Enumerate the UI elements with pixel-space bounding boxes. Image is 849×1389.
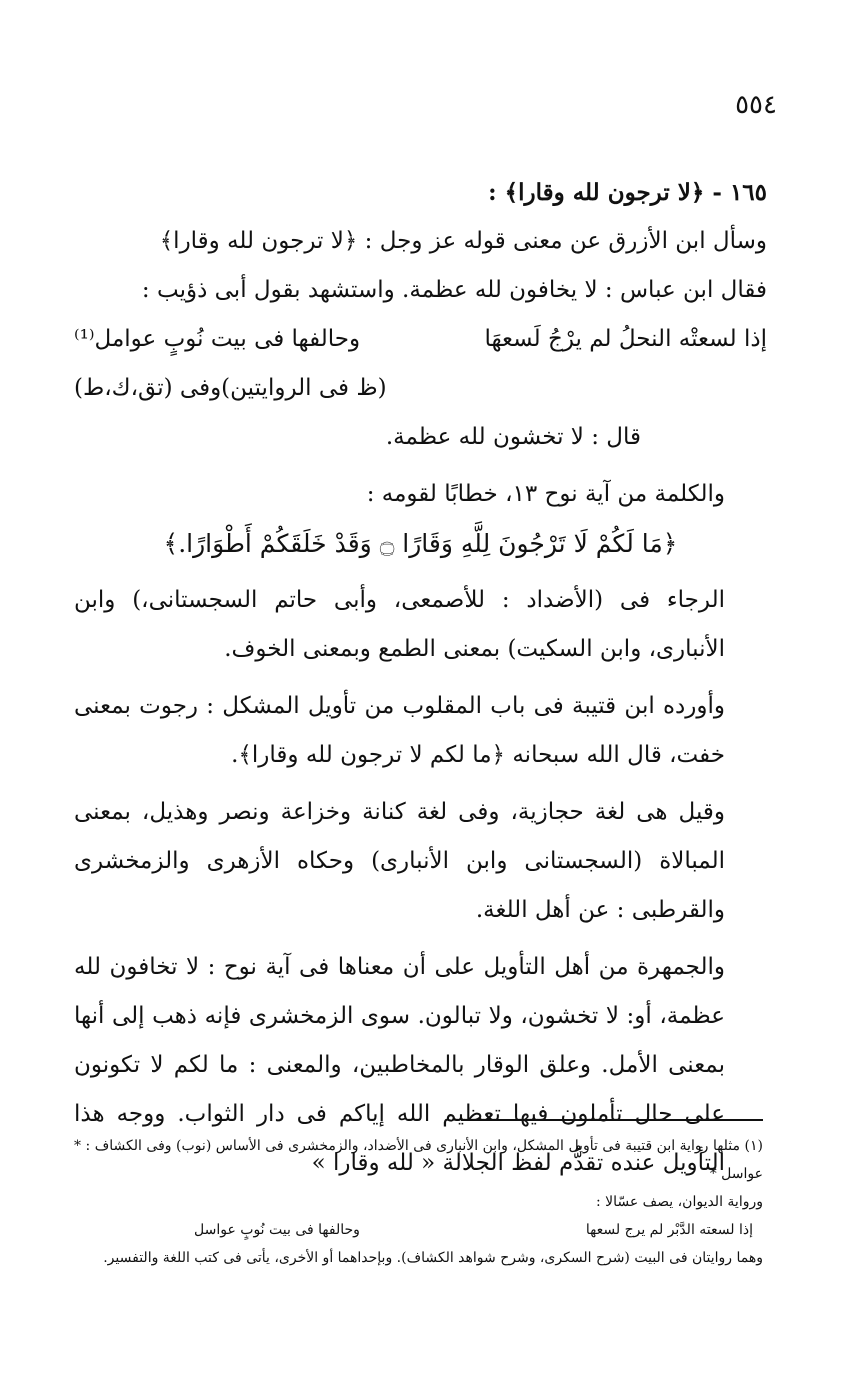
commentary-intro: والكلمة من آية نوح ١٣، خطابًا لقومه : [366,481,725,507]
variant-answer: قال : لا تخشون لله عظمة. [385,424,641,450]
footnote-tail: وهما روايتان فى البيت (شرح السكرى، وشرح شواهد الكشاف). وبإحداهما أو الأخرى، يأتى فى كتب اللغة والتفسير. [103,1250,763,1266]
entry-question: وسأل ابن الأزرق عن معنى قوله عز وجل : ﴿لا ترجون لله وقارا﴾ [159,228,767,254]
main-text [74,168,767,1188]
footnote-verse-line [74,1216,763,1244]
paragraph-rajaa: الرجاء فى (الأضداد : للأصمعى، وأبى حاتم السجستانى،) وابن الأنبارى، وابن السكيت) بمعنى الطمع وبمعنى الخوف. [74,587,725,662]
paragraph-hijaz-dialect: وقيل هى لغة حجازية، وفى لغة كنانة وخزاعة ونصر وهذيل، بمعنى المبالاة (السجستانى وابن الأنبارى) وحكاه الأزهرى والزمخشرى والقرطبى : عن أهل اللغة. [74,799,725,923]
footnote-1: (١) مثلها رواية ابن قتيبة فى تأويل المشكل، وابن الأنبارى فى الأضداد، والزمخشرى فى الأساس (نوب) وفى الكشاف : * عواسل * [74,1138,763,1182]
paragraph-jumhur: والجمهرة من أهل التأويل على أن معناها فى آية نوح : لا تخافون لله عظمة، أو: لا تخشون، ولا تبالون. سوى الزمخشرى فإنه ذهب إلى أنها بمعنى الأمل. وعلق الوقار بالمخاطبين، والمعنى : ما لكم لا تكونون على حال تأملون فيها تعظيم الله إياكم فى دار الثواب. ووجه هذا التأويل عنده تقدُّم لفظ الجلالة « لله وقارا » [74,954,725,1176]
footnote-divider [461,1119,763,1121]
footnote-verse-first: إذا لسعته الدَّبْر لم يرج لسعها [585,1222,753,1238]
page-number: ٥٥٤ [735,90,777,120]
verse-first-hemistich: إذا لسعتْه النحلُ لم يرْجُ لَسعهَا [484,326,767,352]
entry-heading: ١٦٥ - ﴿لا ترجون لله وقارا﴾ : [488,179,767,206]
quran-verse: ﴿مَا لَكُمْ لَا تَرْجُونَ لِلَّهِ وَقَارًا ۝ وَقَدْ خَلَقَكُمْ أَطْوَارًا.﴾ [163,529,678,558]
verse-line [74,315,767,364]
verse-variant-note: (ظ فى الروايتين)وفى (تق،ك،ط) [74,375,387,401]
footnotes [74,1132,763,1272]
footnote-diwan: ورواية الديوان، يصف عسّالا : [595,1194,763,1210]
paragraph-ibn-qutaiba: وأورده ابن قتيبة فى باب المقلوب من تأويل المشكل : رجوت بمعنى خفت، قال الله سبحانه ﴿ما لكم لا ترجون لله وقارا﴾. [74,693,725,768]
entry-answer: فقال ابن عباس : لا يخافون لله عظمة. واستشهد بقول أبى ذؤيب : [141,277,767,303]
verse-second-hemistich: وحالفها فى بيت نُوبٍ عوامل⁽¹⁾ [74,326,361,352]
footnote-verse-second: وحالفها فى بيت نُوبٍ عواسل [194,1222,360,1238]
